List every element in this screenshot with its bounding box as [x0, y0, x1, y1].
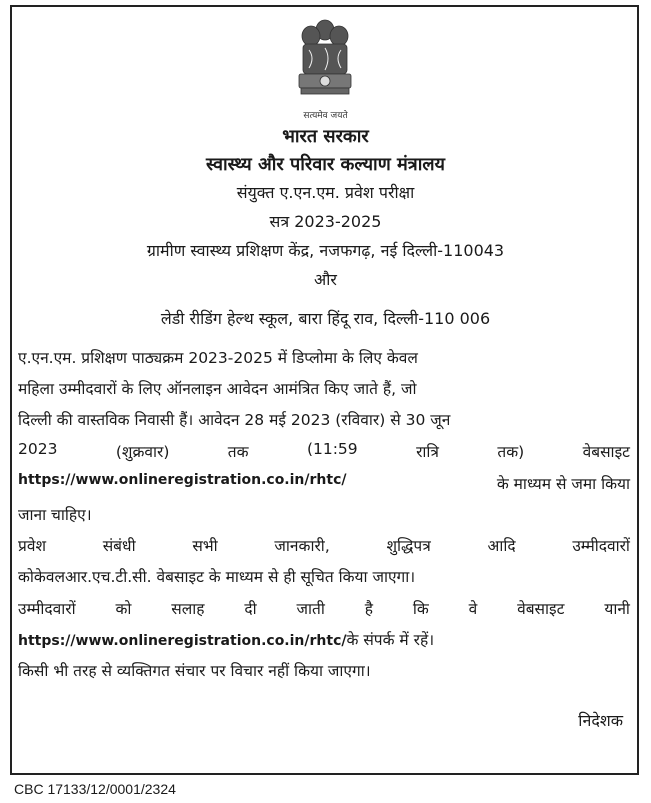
- url-suffix-text: के संपर्क में रहें।: [346, 631, 435, 649]
- training-center-1: ग्रामीण स्वास्थ्य प्रशिक्षण केंद्र, नजफगढ़, नई दिल्ली-110043: [146, 241, 505, 260]
- registration-link[interactable]: https://www.onlineregistration.co.in/rhtc/: [18, 472, 347, 488]
- body-line-dates: [18, 440, 630, 462]
- word: कि: [412, 600, 429, 618]
- word: जानकारी,: [274, 537, 330, 555]
- body-line: जाना चाहिए।: [18, 506, 92, 524]
- cbc-code: CBC 17133/12/0001/2324: [14, 781, 176, 797]
- exam-title: संयुक्त ए.एन.एम. प्रवेश परीक्षा: [236, 183, 415, 202]
- word: दी: [244, 600, 257, 618]
- word: उम्मीदवारों: [18, 600, 76, 618]
- word: सभी: [192, 537, 218, 555]
- url-suffix-text: के माध्यम से जमा किया: [496, 475, 630, 493]
- training-center-2: लेडी रीडिंग हेल्थ स्कूल, बारा हिंदू राव, दिल्ली-110 006: [160, 309, 491, 328]
- word: यानी: [604, 600, 630, 618]
- word: प्रवेश: [18, 537, 46, 555]
- body-line-advice: [18, 597, 630, 619]
- word: (शुक्रवार): [115, 443, 170, 461]
- national-emblem-icon: [291, 14, 359, 106]
- word: है: [364, 600, 373, 618]
- word: वेबसाइट: [517, 600, 565, 618]
- session-title: सत्र 2023-2025: [269, 212, 382, 231]
- word: आदि: [487, 537, 516, 555]
- emblem-motto: सत्यमेव जयते: [303, 111, 348, 121]
- word: शुद्धिपत्र: [386, 537, 431, 555]
- word: सलाह: [171, 600, 205, 618]
- word: को: [115, 600, 132, 618]
- body-line: किसी भी तरह से व्यक्तिगत संचार पर विचार नहीं किया जाएगा।: [18, 662, 371, 680]
- word: उम्मीदवारों: [572, 537, 630, 555]
- word: तक: [227, 443, 249, 461]
- body-line-admission: [18, 534, 630, 556]
- word: (11:59: [306, 440, 358, 458]
- word: रात्रि: [416, 443, 439, 461]
- org-title: भारत सरकार: [282, 126, 369, 147]
- ministry-title: स्वास्थ्य और परिवार कल्याण मंत्रालय: [206, 154, 445, 175]
- word: संबंधी: [102, 537, 136, 555]
- word: तक): [497, 443, 525, 461]
- conjunction-text: और: [314, 270, 337, 289]
- signature-director: निदेशक: [578, 711, 623, 730]
- word: वे: [468, 600, 478, 618]
- body-line-url: [18, 472, 630, 494]
- body-line: दिल्ली की वास्तविक निवासी हैं। आवेदन 28 मई 2023 (रविवार) से 30 जून: [18, 411, 451, 429]
- body-line: कोकेवलआर.एच.टी.सी. वेबसाइट के माध्यम से ही सूचित किया जाएगा।: [18, 568, 416, 586]
- word: वेबसाइट: [582, 443, 630, 461]
- registration-link[interactable]: https://www.onlineregistration.co.in/rhtc/: [18, 633, 347, 649]
- word: जाती: [296, 600, 325, 618]
- body-line: महिला उम्मीदवारों के लिए ऑनलाइन आवेदन आमंत्रित किए जाते हैं, जो: [18, 380, 417, 398]
- word: 2023: [18, 440, 58, 458]
- body-line-url-2: [18, 628, 630, 650]
- body-line: ए.एन.एम. प्रशिक्षण पाठ्यक्रम 2023-2025 में डिप्लोमा के लिए केवल: [18, 349, 418, 367]
